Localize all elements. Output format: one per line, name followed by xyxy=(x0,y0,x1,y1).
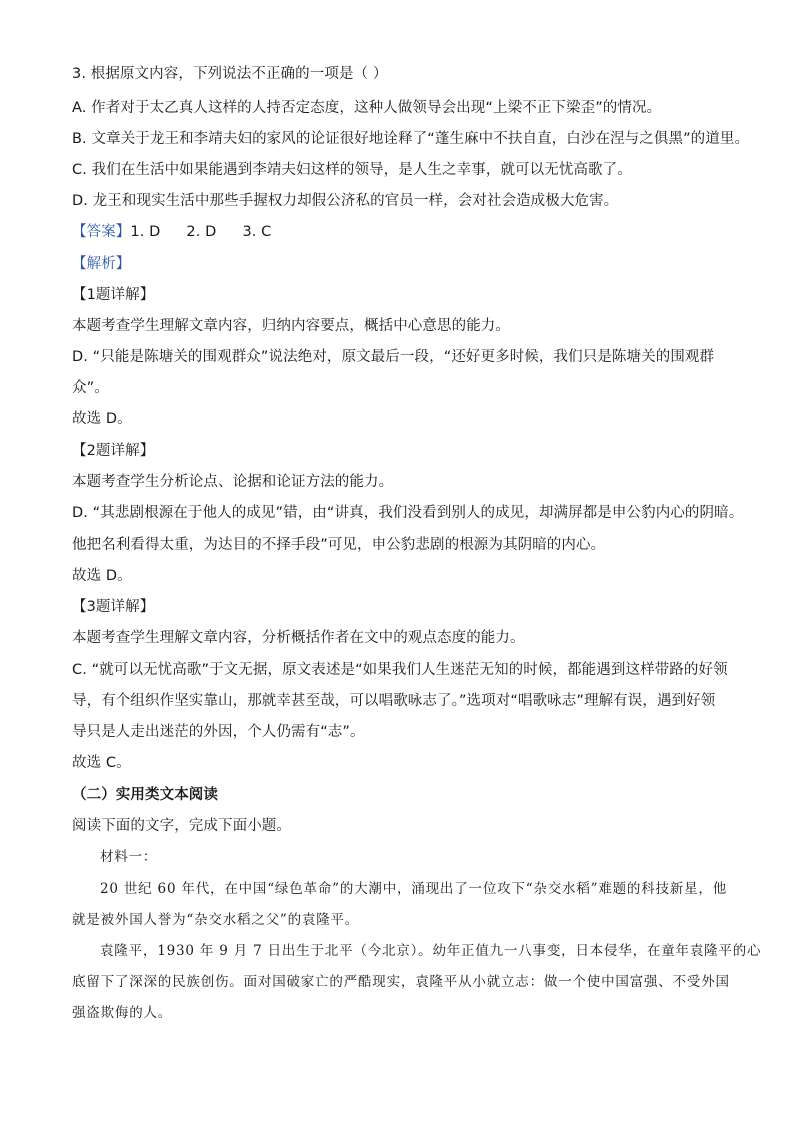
analysis-label: 【解析】 xyxy=(72,256,131,272)
detail-2-heading: 【2题详解】 xyxy=(72,443,155,459)
answer-label: 【答案】 xyxy=(72,224,131,240)
section-2-title: （二）实用类文本阅读 xyxy=(72,787,218,803)
detail-2-line-2: D. “其悲剧根源在于他人的成见”错，由“讲真，我们没看到别人的成见，却满屏都是申公豹内心的阴暗。 xyxy=(72,505,744,521)
detail-1-line-4: 故选 D。 xyxy=(72,411,132,427)
detail-3-heading: 【3题详解】 xyxy=(72,599,155,615)
material-1-para-2-line-1: 袁隆平，1930 年 9 月 7 日出生于北平（今北京）。幼年正值九一八事变，日本侵华，在童年袁隆平的心 xyxy=(100,943,762,959)
detail-1-heading: 【1题详解】 xyxy=(72,287,155,303)
detail-1-line-1: 本题考查学生理解文章内容，归纳内容要点，概括中心意思的能力。 xyxy=(72,318,510,334)
question-3-stem: 3. 根据原文内容，下列说法不正确的一项是（ ） xyxy=(72,66,388,82)
material-1-para-1-line-2: 就是被外国人誉为“杂交水稻之父”的袁隆平。 xyxy=(72,912,360,928)
material-1-para-1-line-1: 20 世纪 60 年代，在中国“绿色革命”的大潮中，涌现出了一位攻下“杂交水稻”难题的科技新星，他 xyxy=(100,881,728,897)
detail-2-line-1: 本题考查学生分析论点、论据和论证方法的能力。 xyxy=(72,474,394,490)
answer-line xyxy=(72,222,271,242)
detail-3-line-4: 导只是人走出迷茫的外因，个人仍需有“志”。 xyxy=(72,724,365,740)
material-1-para-2-line-3: 强盗欺侮的人。 xyxy=(72,1005,173,1021)
option-d: D. 龙王和现实生活中那些手握权力却假公济私的官员一样，会对社会造成极大危害。 xyxy=(72,193,619,209)
material-1-label: 材料一： xyxy=(100,849,158,865)
detail-3-line-3: 导，有个组织作坚实靠山，那就幸甚至哉，可以唱歌咏志了。”选项对“唱歌咏志”理解有误，遇到好领 xyxy=(72,693,716,709)
detail-2-line-3: 他把名利看得太重，为达目的不择手段”可见，申公豹悲剧的根源为其阴暗的内心。 xyxy=(72,537,606,553)
section-2-instruction: 阅读下面的文字，完成下面小题。 xyxy=(72,818,291,834)
detail-3-line-1: 本题考查学生理解文章内容，分析概括作者在文中的观点态度的能力。 xyxy=(72,630,525,646)
answer-3: 3. C xyxy=(242,224,272,240)
detail-3-line-2: C. “就可以无忧高歌”于文无据，原文表述是“如果我们人生迷茫无知的时候，都能遇到这样带路的好领 xyxy=(72,662,728,678)
option-b: B. 文章关于龙王和李靖夫妇的家风的论证很好地诠释了“蓬生麻中不扶自直，白沙在涅与之俱黑”的道里。 xyxy=(72,131,750,147)
detail-2-line-4: 故选 D。 xyxy=(72,568,132,584)
option-a: A. 作者对于太乙真人这样的人持否定态度，这种人做领导会出现“上梁不正下梁歪”的情况。 xyxy=(72,100,662,116)
answer-1: 1. D xyxy=(130,224,161,240)
material-1-para-2-line-2: 底留下了深深的民族创伤。面对国破家亡的严酷现实，袁隆平从小就立志：做一个使中国富强、不受外国 xyxy=(72,974,730,990)
detail-1-line-3: 众”。 xyxy=(72,380,109,396)
detail-1-line-2: D. “只能是陈塘关的围观群众”说法绝对，原文最后一段，“还好更多时候，我们只是陈塘关的围观群 xyxy=(72,349,715,365)
option-c: C. 我们在生活中如果能遇到李靖夫妇这样的领导，是人生之幸事，就可以无忧高歌了。 xyxy=(72,162,632,178)
answer-2: 2. D xyxy=(186,224,217,240)
detail-3-line-5: 故选 C。 xyxy=(72,755,131,771)
